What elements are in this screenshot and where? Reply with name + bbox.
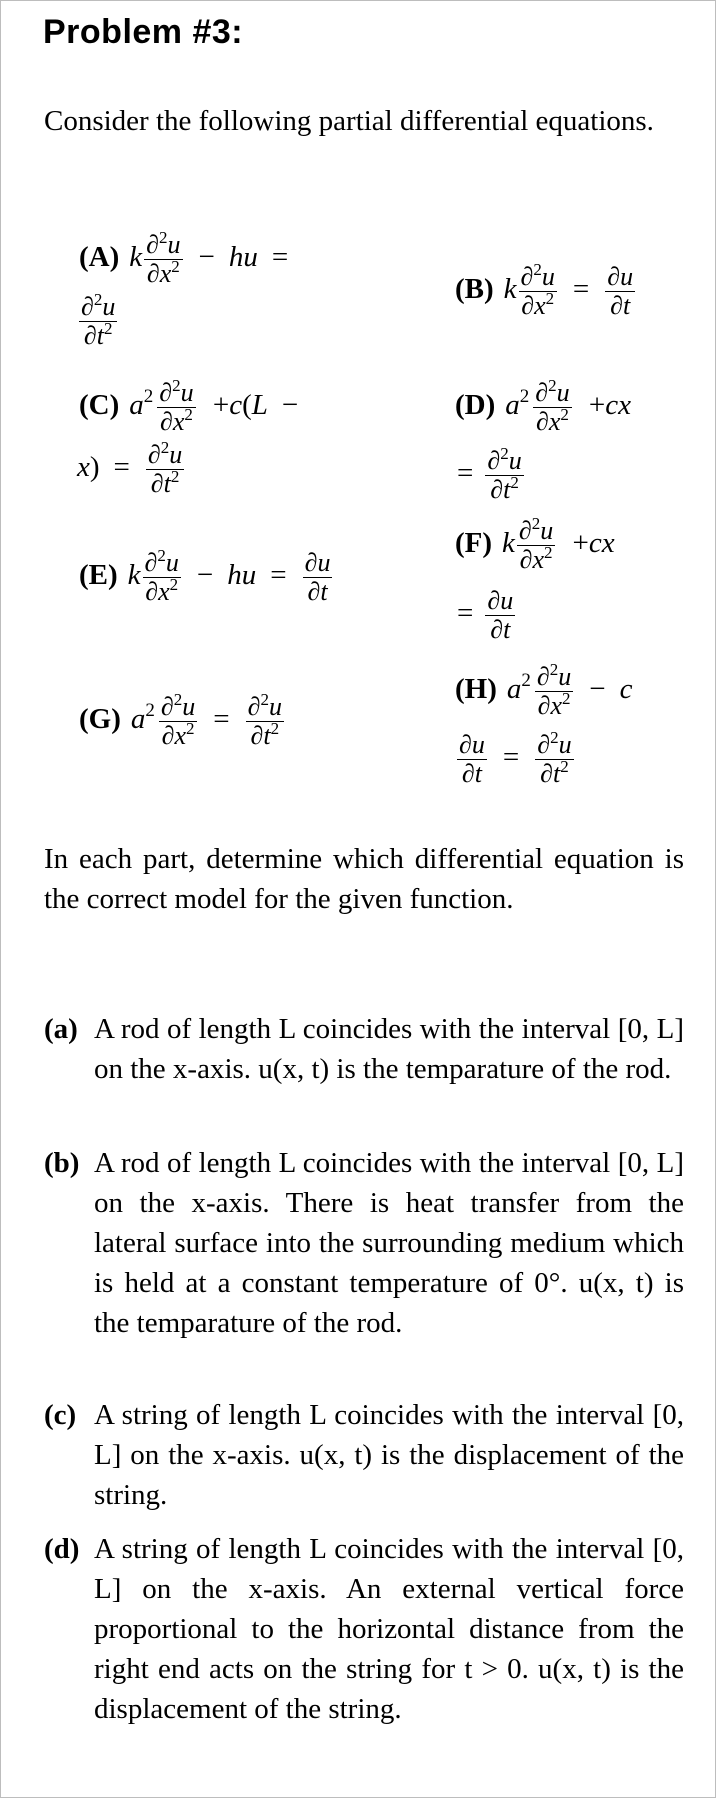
equation-a: (A) k $\frac{\partial^2u}{\partial x^2}$ − hu = (79, 228, 289, 288)
equation-a-label: (A) (79, 241, 120, 274)
problem-title: Problem #3: (43, 13, 244, 51)
equation-e: (E) k $\frac{\partial^2u}{\partial x^2}$ − hu = $\frac{\partial u}{\partial t}$ (79, 546, 331, 606)
instruction-text: In each part, determine which differential equation is the correct model for the given function. (44, 843, 684, 915)
part-b-label: (b) (44, 1147, 80, 1179)
equation-d-continued: = $\frac{\partial^2u}{\partial t^2}$ (457, 444, 522, 504)
intro-text: Consider the following partial differential equations. (44, 105, 654, 137)
part-d-text: A string of length L coincides with the interval [0, L] on the x-axis. An external vertical force proportional to the horizontal distance from the right end acts on the string for t > 0. u(x, t) is the displacement of the string. (94, 1533, 684, 1725)
equation-f: (F) k $\frac{\partial^2u}{\partial x^2}$ +cx (455, 514, 615, 574)
equation-b-label: (B) (455, 273, 494, 306)
equation-h-continued: $\frac{\partial u}{\partial t}$ = $\frac{\partial^2u}{\partial t^2}$ (459, 728, 572, 788)
equation-d: (D) $a^2$ $\frac{\partial^2u}{\partial x^2}$ +cx (455, 376, 631, 436)
equation-f-continued: = $\frac{\partial u}{\partial t}$ (457, 586, 514, 644)
equation-g-label: (G) (79, 703, 121, 736)
part-d-label: (d) (44, 1533, 80, 1565)
part-c (44, 1395, 684, 1515)
part-b-text: A rod of length L coincides with the interval [0, L] on the x-axis. There is heat transfer from the lateral surface into the surrounding medium which is held at a constant temperature of 0°. u(x, t) is the temparature of the rod. (94, 1147, 684, 1339)
equation-d-label: (D) (455, 389, 496, 422)
part-a-text: A rod of length L coincides with the interval [0, L] on the x-axis. u(x, t) is the temparature of the rod. (94, 1013, 684, 1085)
part-b (44, 1143, 684, 1343)
part-c-text: A string of length L coincides with the interval [0, L] on the x-axis. u(x, t) is the displacement of the string. (94, 1399, 684, 1511)
equation-c: (C) $a^2$ $\frac{\partial^2u}{\partial x^2}$ +c(L − (79, 376, 299, 436)
equation-e-label: (E) (79, 559, 118, 592)
part-d (44, 1529, 684, 1729)
equation-f-label: (F) (455, 527, 493, 560)
part-a (44, 1009, 684, 1089)
equation-h-label: (H) (455, 673, 497, 706)
equation-b: (B) k $\frac{\partial^2u}{\partial x^2}$ = $\frac{\partial u}{\partial t}$ (455, 260, 634, 320)
part-a-label: (a) (44, 1013, 78, 1045)
part-c-label: (c) (44, 1399, 77, 1431)
equation-a-continued: $\frac{\partial^2u}{\partial t^2}$ (81, 290, 116, 350)
equation-g: (G) $a^2$ $\frac{\partial^2u}{\partial x^2}$ = $\frac{\partial^2u}{\partial t^2}$ (79, 690, 282, 750)
equation-c-continued: x) = $\frac{\partial^2u}{\partial t^2}$ (77, 438, 183, 498)
equation-c-label: (C) (79, 389, 120, 422)
equation-h: (H) $a^2$ $\frac{\partial^2u}{\partial x^2}$ − c (455, 660, 633, 720)
